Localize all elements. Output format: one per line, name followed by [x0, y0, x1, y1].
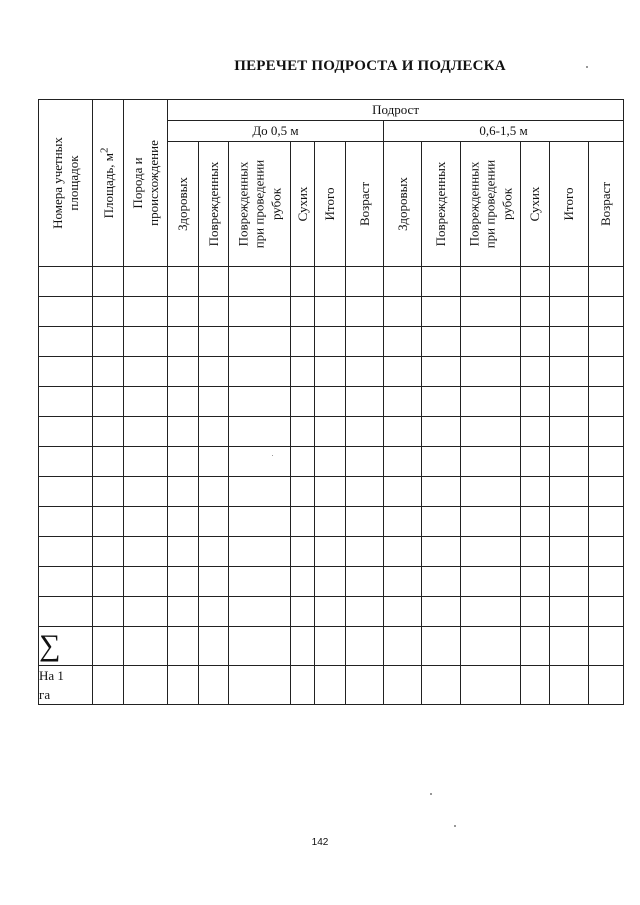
table-cell[interactable]	[521, 357, 550, 387]
table-cell[interactable]	[384, 267, 422, 297]
table-cell[interactable]	[124, 597, 168, 627]
table-cell[interactable]	[384, 297, 422, 327]
table-cell[interactable]	[124, 627, 168, 666]
table-cell[interactable]	[384, 357, 422, 387]
header-row-group	[39, 100, 624, 121]
per-hectare-label-line2: га	[39, 687, 51, 702]
table-cell[interactable]	[550, 567, 589, 597]
table-cell[interactable]	[168, 477, 199, 507]
table-cell[interactable]	[168, 327, 199, 357]
per-hectare-row	[39, 666, 624, 705]
table-cell[interactable]	[589, 387, 624, 417]
table-cell[interactable]	[124, 387, 168, 417]
col-header-dry-1: Сухих	[291, 142, 315, 267]
table-cell[interactable]	[461, 537, 521, 567]
table-cell[interactable]	[422, 597, 461, 627]
table-cell[interactable]	[550, 627, 589, 666]
table-cell[interactable]	[550, 417, 589, 447]
table-cell[interactable]	[291, 297, 315, 327]
table-cell[interactable]	[93, 537, 124, 567]
per-hectare-label	[39, 666, 93, 705]
scan-speck	[430, 793, 432, 795]
table-cell[interactable]	[124, 327, 168, 357]
table-cell[interactable]	[589, 537, 624, 567]
table-row	[39, 447, 624, 477]
table-row	[39, 597, 624, 627]
table-cell[interactable]	[461, 666, 521, 705]
table-cell[interactable]	[550, 507, 589, 537]
col-header-logging-1-line3: рубок	[267, 188, 283, 221]
table-cell[interactable]	[521, 477, 550, 507]
table-row	[39, 567, 624, 597]
col-header-dry-2: Сухих	[521, 142, 550, 267]
table-cell[interactable]	[168, 447, 199, 477]
table-cell[interactable]	[291, 357, 315, 387]
table-cell[interactable]	[93, 627, 124, 666]
table-cell[interactable]	[291, 447, 315, 477]
table-cell[interactable]	[199, 597, 229, 627]
table-cell[interactable]	[550, 357, 589, 387]
header-undergrowth: Подрост	[168, 100, 624, 121]
col-header-damaged-1: Поврежденных	[199, 142, 229, 267]
table-cell[interactable]	[124, 267, 168, 297]
table-row	[39, 417, 624, 447]
table-cell[interactable]	[346, 297, 384, 327]
table-cell[interactable]	[461, 627, 521, 666]
table-cell[interactable]	[384, 627, 422, 666]
header-subgroup-up-to-05: До 0,5 м	[168, 121, 384, 142]
table-cell[interactable]	[461, 597, 521, 627]
table-cell[interactable]	[461, 447, 521, 477]
table-cell[interactable]	[521, 567, 550, 597]
table-cell[interactable]	[521, 447, 550, 477]
table-cell[interactable]	[199, 537, 229, 567]
table-cell[interactable]	[229, 567, 291, 597]
table-cell[interactable]	[589, 417, 624, 447]
table-cell[interactable]	[461, 477, 521, 507]
table-cell[interactable]	[346, 357, 384, 387]
table-cell[interactable]	[168, 507, 199, 537]
table-row	[39, 537, 624, 567]
table-cell[interactable]	[93, 357, 124, 387]
table-cell[interactable]	[422, 666, 461, 705]
table-cell[interactable]	[93, 477, 124, 507]
table-cell[interactable]	[589, 477, 624, 507]
table-cell[interactable]	[93, 597, 124, 627]
table-row	[39, 267, 624, 297]
header-subgroup-06-15: 0,6-1,5 м	[384, 121, 624, 142]
table-cell[interactable]	[384, 537, 422, 567]
table-cell[interactable]	[315, 267, 346, 297]
table-cell[interactable]	[291, 597, 315, 627]
table-cell[interactable]	[39, 267, 93, 297]
table-cell[interactable]	[229, 447, 291, 477]
table-cell[interactable]	[550, 447, 589, 477]
table-cell[interactable]	[346, 627, 384, 666]
col-header-healthy-2: Здоровых	[384, 142, 422, 267]
table-cell[interactable]	[521, 597, 550, 627]
table-cell[interactable]	[315, 507, 346, 537]
table-cell[interactable]	[291, 666, 315, 705]
table-cell[interactable]	[422, 507, 461, 537]
table-cell[interactable]	[39, 357, 93, 387]
table-cell[interactable]	[199, 447, 229, 477]
col-header-age-1: Возраст	[346, 142, 384, 267]
table-cell[interactable]	[315, 327, 346, 357]
table-cell[interactable]	[521, 537, 550, 567]
table-cell[interactable]	[229, 627, 291, 666]
table-cell[interactable]	[315, 387, 346, 417]
col-header-total-2: Итого	[550, 142, 589, 267]
table-cell[interactable]	[124, 357, 168, 387]
table-cell[interactable]	[384, 447, 422, 477]
col-header-logging-damaged-2	[461, 142, 521, 267]
table-cell[interactable]	[315, 477, 346, 507]
table-cell[interactable]	[521, 417, 550, 447]
table-cell[interactable]	[229, 267, 291, 297]
sum-symbol: ∑	[39, 627, 93, 666]
header-area	[93, 100, 124, 267]
table-cell[interactable]	[521, 666, 550, 705]
table-cell[interactable]	[315, 417, 346, 447]
table-cell[interactable]	[346, 597, 384, 627]
table-cell[interactable]	[422, 357, 461, 387]
table-cell[interactable]	[291, 627, 315, 666]
table-cell[interactable]	[422, 417, 461, 447]
table-cell[interactable]	[199, 627, 229, 666]
table-cell[interactable]	[229, 477, 291, 507]
table-cell[interactable]	[93, 327, 124, 357]
table-cell[interactable]	[39, 327, 93, 357]
table-cell[interactable]	[93, 507, 124, 537]
table-cell[interactable]	[384, 417, 422, 447]
table-cell[interactable]	[229, 327, 291, 357]
table-cell[interactable]	[93, 267, 124, 297]
table-cell[interactable]	[315, 567, 346, 597]
table-cell[interactable]	[168, 627, 199, 666]
col-header-logging-damaged-1	[229, 142, 291, 267]
table-cell[interactable]	[346, 666, 384, 705]
col-header-healthy-1: Здоровых	[168, 142, 199, 267]
table-cell[interactable]	[422, 297, 461, 327]
col-header-logging-1-line1: Поврежденных	[235, 161, 251, 247]
table-cell[interactable]	[521, 627, 550, 666]
table-cell[interactable]	[124, 507, 168, 537]
table-cell[interactable]	[384, 327, 422, 357]
header-plot-numbers	[39, 100, 93, 267]
header-plot-numbers-line2: площадок	[65, 155, 81, 211]
page-number: 142	[311, 837, 329, 848]
table-cell[interactable]	[461, 567, 521, 597]
table-cell[interactable]	[589, 507, 624, 537]
table-cell[interactable]	[199, 327, 229, 357]
col-header-age-2: Возраст	[589, 142, 624, 267]
table-cell[interactable]	[39, 537, 93, 567]
header-area-text: Площадь, м	[101, 152, 117, 219]
table-cell[interactable]	[521, 267, 550, 297]
table-cell[interactable]	[384, 567, 422, 597]
table-cell[interactable]	[422, 327, 461, 357]
table-cell[interactable]	[346, 447, 384, 477]
table-cell[interactable]	[229, 597, 291, 627]
table-cell[interactable]	[422, 537, 461, 567]
scan-speck	[454, 825, 456, 827]
table-cell[interactable]	[39, 417, 93, 447]
table-cell[interactable]	[199, 477, 229, 507]
table-cell[interactable]	[229, 666, 291, 705]
table-cell[interactable]	[291, 387, 315, 417]
table-cell[interactable]	[124, 447, 168, 477]
table-cell[interactable]	[589, 267, 624, 297]
table-cell[interactable]	[422, 267, 461, 297]
table-cell[interactable]	[291, 417, 315, 447]
table-cell[interactable]	[422, 447, 461, 477]
per-hectare-label-line1: На 1	[39, 668, 64, 683]
col-header-logging-1-line2: при проведении	[251, 159, 267, 249]
table-cell[interactable]	[93, 387, 124, 417]
table-cell[interactable]	[346, 477, 384, 507]
table-cell[interactable]	[199, 267, 229, 297]
table-cell[interactable]	[291, 567, 315, 597]
table-row	[39, 387, 624, 417]
table-cell[interactable]	[315, 297, 346, 327]
table-cell[interactable]	[124, 477, 168, 507]
table-cell[interactable]	[93, 417, 124, 447]
table-cell[interactable]	[384, 387, 422, 417]
table-cell[interactable]	[168, 597, 199, 627]
table-cell[interactable]	[521, 507, 550, 537]
table-cell[interactable]	[168, 567, 199, 597]
table-cell[interactable]	[315, 357, 346, 387]
table-cell[interactable]	[39, 597, 93, 627]
table-cell[interactable]	[39, 567, 93, 597]
table-cell[interactable]	[199, 387, 229, 417]
table-row	[39, 477, 624, 507]
table-cell[interactable]	[461, 267, 521, 297]
table-cell[interactable]	[589, 327, 624, 357]
table-cell[interactable]	[461, 507, 521, 537]
table-cell[interactable]	[550, 597, 589, 627]
table-cell[interactable]	[589, 627, 624, 666]
scan-speck	[272, 455, 273, 456]
table-cell[interactable]	[550, 666, 589, 705]
table-row	[39, 357, 624, 387]
table-cell[interactable]	[124, 537, 168, 567]
table-cell[interactable]	[291, 327, 315, 357]
table-cell[interactable]	[315, 537, 346, 567]
table-cell[interactable]	[124, 666, 168, 705]
table-cell[interactable]	[93, 297, 124, 327]
table-cell[interactable]	[124, 297, 168, 327]
table-cell[interactable]	[589, 447, 624, 477]
table-cell[interactable]	[384, 507, 422, 537]
table-cell[interactable]	[199, 417, 229, 447]
table-cell[interactable]	[550, 327, 589, 357]
table-cell[interactable]	[550, 297, 589, 327]
table-cell[interactable]	[93, 567, 124, 597]
table-cell[interactable]	[291, 537, 315, 567]
table-cell[interactable]	[550, 477, 589, 507]
scan-speck	[586, 66, 588, 68]
table-cell[interactable]	[315, 447, 346, 477]
table-cell[interactable]	[384, 597, 422, 627]
table-cell[interactable]	[589, 357, 624, 387]
table-cell[interactable]	[461, 387, 521, 417]
table-cell[interactable]	[315, 666, 346, 705]
table-cell[interactable]	[199, 567, 229, 597]
table-cell[interactable]	[168, 417, 199, 447]
table-cell[interactable]	[589, 666, 624, 705]
page-title: ПЕРЕЧЕТ ПОДРОСТА И ПОДЛЕСКА	[234, 58, 506, 74]
table-cell[interactable]	[589, 297, 624, 327]
table-row	[39, 507, 624, 537]
table-cell[interactable]	[346, 507, 384, 537]
table-cell[interactable]	[550, 387, 589, 417]
col-header-logging-2-line1: Поврежденных	[466, 161, 482, 247]
col-header-logging-2-line3: рубок	[498, 188, 514, 221]
table-cell[interactable]	[199, 297, 229, 327]
table-cell[interactable]	[346, 417, 384, 447]
table-cell[interactable]	[229, 417, 291, 447]
table-cell[interactable]	[384, 666, 422, 705]
table-cell[interactable]	[346, 567, 384, 597]
table-cell[interactable]	[384, 477, 422, 507]
table-cell[interactable]	[39, 447, 93, 477]
table-cell[interactable]	[422, 567, 461, 597]
header-area-sup: 2	[98, 147, 111, 153]
table-row	[39, 327, 624, 357]
table-cell[interactable]	[168, 297, 199, 327]
table-cell[interactable]	[550, 267, 589, 297]
table-cell[interactable]	[521, 297, 550, 327]
table-cell[interactable]	[521, 387, 550, 417]
table-cell[interactable]	[199, 507, 229, 537]
table-cell[interactable]	[229, 357, 291, 387]
table-cell[interactable]	[291, 477, 315, 507]
header-species-line1: Порода и	[129, 157, 145, 209]
table-cell[interactable]	[168, 357, 199, 387]
table-cell[interactable]	[521, 327, 550, 357]
table-cell[interactable]	[461, 297, 521, 327]
table-cell[interactable]	[461, 417, 521, 447]
col-header-damaged-2: Поврежденных	[422, 142, 461, 267]
table-body	[39, 267, 624, 705]
col-header-logging-2-line2: при проведении	[482, 159, 498, 249]
table-cell[interactable]	[346, 267, 384, 297]
table-cell[interactable]	[229, 507, 291, 537]
table-cell[interactable]	[39, 507, 93, 537]
table-cell[interactable]	[39, 297, 93, 327]
table-cell[interactable]	[168, 537, 199, 567]
table-cell[interactable]	[315, 597, 346, 627]
table-cell[interactable]	[422, 387, 461, 417]
sum-row	[39, 627, 624, 666]
table-cell[interactable]	[346, 327, 384, 357]
table-cell[interactable]	[229, 297, 291, 327]
table-cell[interactable]	[291, 507, 315, 537]
table-cell[interactable]	[461, 327, 521, 357]
table-cell[interactable]	[422, 627, 461, 666]
table-cell[interactable]	[229, 537, 291, 567]
table-cell[interactable]	[422, 477, 461, 507]
table-cell[interactable]	[589, 597, 624, 627]
header-species-line2: происхождение	[145, 140, 161, 226]
table-cell[interactable]	[291, 267, 315, 297]
header-plot-numbers-line1: Номера учетных	[49, 137, 65, 229]
table-cell[interactable]	[461, 357, 521, 387]
table-row	[39, 297, 624, 327]
table-cell[interactable]	[199, 666, 229, 705]
table-cell[interactable]	[346, 537, 384, 567]
table-cell[interactable]	[229, 387, 291, 417]
survey-table	[38, 99, 624, 705]
table-cell[interactable]	[550, 537, 589, 567]
table-cell[interactable]	[93, 447, 124, 477]
header-species	[124, 100, 168, 267]
col-header-total-1: Итого	[315, 142, 346, 267]
table-cell[interactable]	[93, 666, 124, 705]
table-cell[interactable]	[346, 387, 384, 417]
table-cell[interactable]	[589, 567, 624, 597]
table-cell[interactable]	[39, 477, 93, 507]
table-cell[interactable]	[168, 387, 199, 417]
table-cell[interactable]	[168, 267, 199, 297]
table-cell[interactable]	[124, 417, 168, 447]
table-cell[interactable]	[168, 666, 199, 705]
table-cell[interactable]	[124, 567, 168, 597]
table-cell[interactable]	[39, 387, 93, 417]
table-cell[interactable]	[315, 627, 346, 666]
table-cell[interactable]	[199, 357, 229, 387]
